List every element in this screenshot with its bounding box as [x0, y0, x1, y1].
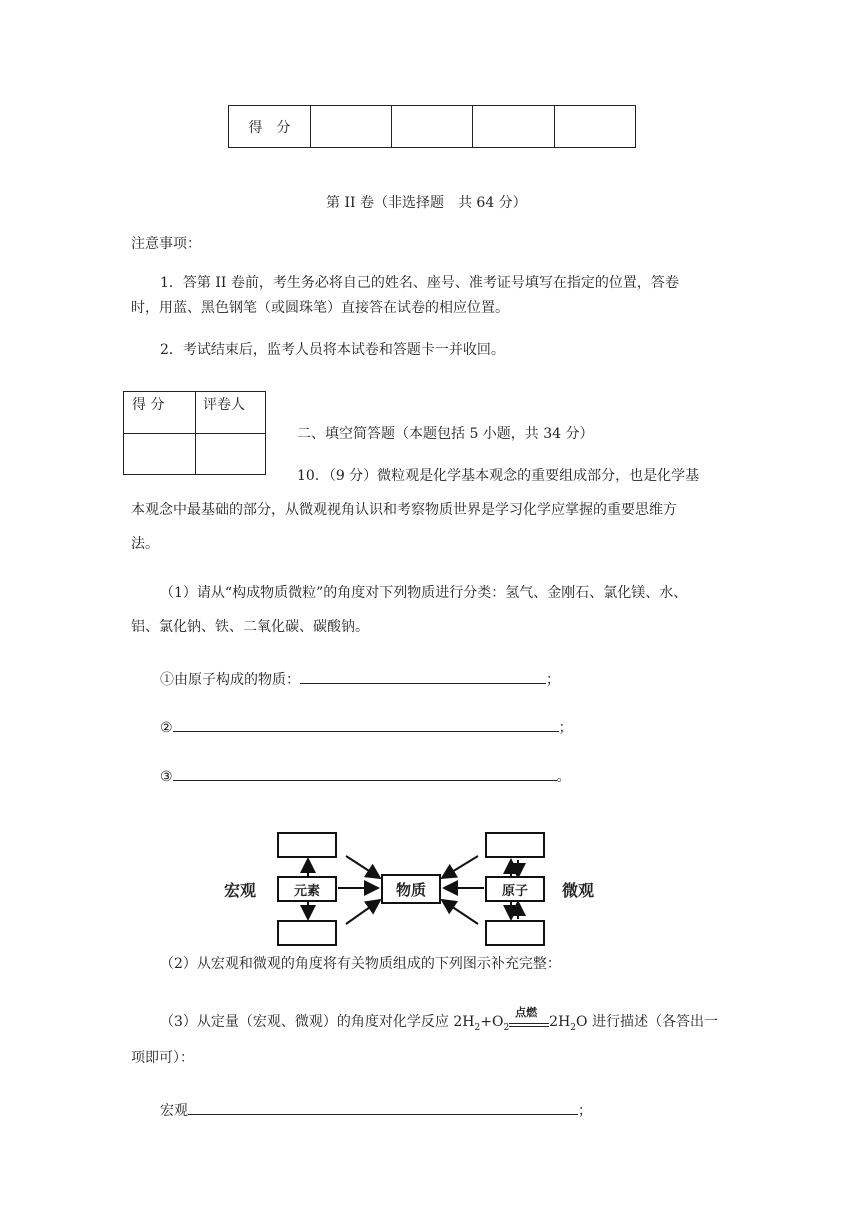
q10-part2: （2）从宏观和微观的角度将有关物质组成的下列图示补充完整： [160, 956, 561, 972]
macro-answer-row [160, 1097, 592, 1121]
diagram-element-label: 元素 [293, 883, 320, 899]
blank-2-row [160, 714, 573, 738]
q10-part3-line-1 [160, 1006, 718, 1038]
blank-1-answer-line[interactable] [300, 666, 546, 684]
part3-product: 2H [549, 1014, 571, 1030]
top-right-to-substance-arrow [442, 856, 478, 878]
macro-answer-line[interactable] [188, 1097, 578, 1115]
score-cell[interactable] [473, 106, 555, 148]
blank-1-row [160, 666, 560, 690]
diagram-substance-label: 物质 [395, 880, 426, 899]
part3-plus-o: +O [480, 1014, 504, 1030]
blank-3-row [160, 763, 571, 787]
score-cell[interactable] [311, 106, 392, 148]
blank-1-label: ①由原子构成的物质： [160, 672, 300, 688]
macro-answer-end: ； [578, 1103, 592, 1119]
blank-2-answer-line[interactable] [173, 714, 559, 732]
reaction-condition-label: 点燃 [515, 1006, 538, 1019]
grader-score-cell[interactable] [124, 434, 196, 475]
bottom-left-to-substance-arrow [346, 900, 380, 924]
h2-subscript: 2 [474, 1022, 481, 1033]
score-label-cell [229, 106, 311, 148]
diagram-atom-label: 原子 [501, 883, 528, 899]
blank-3-answer-line[interactable] [173, 763, 557, 781]
diagram-blank-bottom-right[interactable] [485, 920, 545, 946]
diagram-atom-box [485, 876, 545, 902]
part3-text-after: O 进行描述（各答出一 [576, 1014, 718, 1030]
grader-table [123, 391, 266, 475]
q10-line-1: 10．（9 分）微粒观是化学基本观念的重要组成部分，也是化学基 [297, 468, 700, 484]
blank-2-label: ② [160, 720, 173, 736]
notice-item-2: 2．考试结束后，监考人员将本试卷和答题卡一并收回。 [160, 342, 505, 358]
q10-part1-line-1: （1）请从“构成物质微粒”的角度对下列物质进行分类：氢气、金刚石、氯化镁、水、 [160, 585, 688, 601]
notice-heading: 注意事项： [131, 236, 201, 252]
bottom-right-to-substance-arrow [442, 900, 478, 924]
diagram-macro-label: 宏观 [224, 881, 257, 900]
diagram-micro-label: 微观 [562, 881, 595, 900]
diagram-blank-top-left[interactable] [277, 832, 337, 858]
q10-line-3: 法。 [131, 536, 159, 552]
macro-micro-diagram [222, 830, 598, 948]
grader-name-cell[interactable] [196, 434, 266, 475]
part2-heading: 二、填空简答题（本题包括 5 小题，共 34 分） [297, 426, 594, 442]
diagram-blank-bottom-left[interactable] [277, 920, 337, 946]
notice-item-1-line-2: 时，用蓝、黑色钢笔（或圆珠笔）直接答在试卷的相应位置。 [131, 300, 509, 316]
reaction-condition [509, 1006, 549, 1032]
blank-1-end: ； [546, 672, 560, 688]
grader-name-label-cell [196, 392, 266, 434]
reaction-line-top [509, 1023, 549, 1024]
top-score-table [228, 105, 636, 148]
o2-subscript: 2 [503, 1022, 510, 1033]
grader-score-label-cell [124, 392, 196, 434]
part3-text-before: （3）从定量（宏观、微观）的角度对化学反应 2H [160, 1014, 475, 1030]
grader-score-label: 得 分 [132, 397, 165, 413]
score-cell[interactable] [392, 106, 473, 148]
score-label: 得 分 [248, 119, 291, 136]
blank-3-label: ③ [160, 769, 173, 785]
q10-line-2: 本观念中最基础的部分，从微观视角认识和考察物质世界是学习化学应掌握的重要思维方 [131, 502, 677, 518]
grader-name-label: 评卷人 [203, 397, 245, 413]
score-cell[interactable] [555, 106, 636, 148]
top-left-to-substance-arrow [346, 856, 380, 878]
q10-part1-line-2: 铝、氯化钠、铁、二氧化碳、碳酸钠。 [131, 619, 369, 635]
diagram-blank-top-right[interactable] [485, 832, 545, 858]
diagram-substance-box [381, 874, 441, 904]
reaction-line-bottom [509, 1026, 549, 1027]
blank-3-end: 。 [556, 769, 571, 785]
blank-2-end: ； [558, 720, 573, 736]
macro-answer-label: 宏观 [160, 1103, 188, 1119]
diagram-element-box [277, 876, 337, 902]
q10-part3-line-2: 项即可）： [131, 1050, 194, 1066]
section-title: 第 II 卷（非选择题 共 64 分） [326, 195, 527, 211]
notice-item-1-line-1: 1．答第 II 卷前，考生务必将自己的姓名、座号、准考证号填写在指定的位置，答卷 [160, 275, 679, 291]
h2o-subscript: 2 [570, 1022, 577, 1033]
